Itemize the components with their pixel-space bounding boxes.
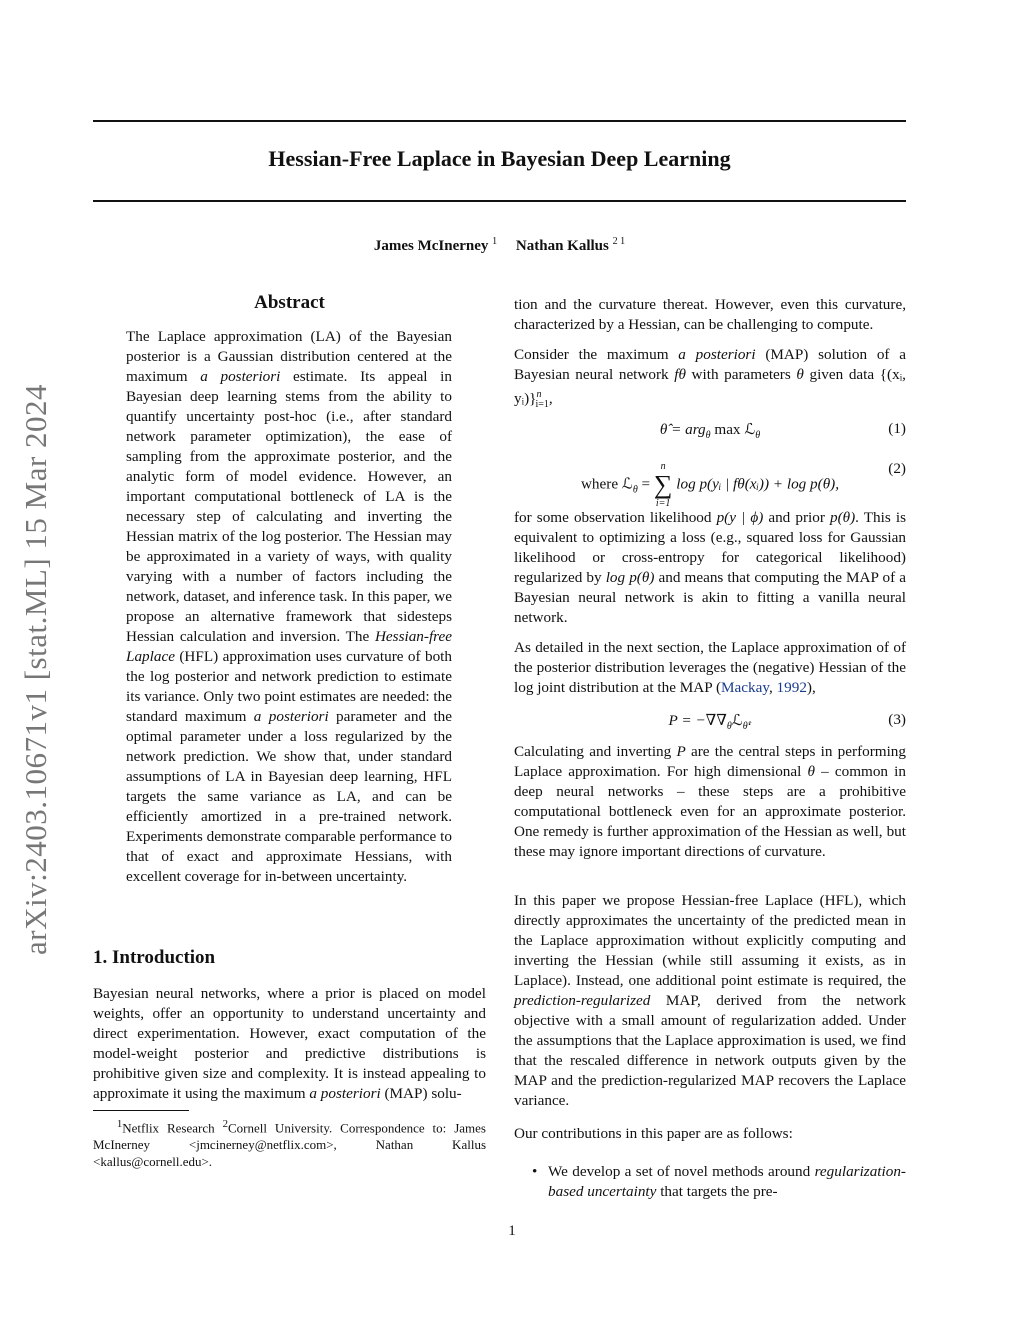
footnote-rule bbox=[93, 1110, 189, 1111]
author-affiliation: 1 bbox=[492, 236, 498, 247]
citation-link[interactable]: Mackay bbox=[721, 679, 769, 696]
footnote: $^1$Netflix Research $^2$Cornell University. Correspondence to: James McInerney <jmcinerney@netflix.com>, Nathan Kallus <kallus@cornell.edu>. bbox=[93, 1118, 486, 1170]
equation-1: θ̂ = arg$_\theta$ max ℒ$_\theta$ (1) bbox=[659, 420, 906, 442]
author-list bbox=[93, 236, 906, 255]
page-number: 1 bbox=[508, 1223, 516, 1239]
paragraph-contributions: Our contributions in this paper are as follows: bbox=[514, 1125, 793, 1142]
equation-number: (1) bbox=[888, 420, 906, 437]
paper-title: Hessian-Free Laplace in Bayesian Deep Learning bbox=[268, 146, 731, 171]
abstract-heading: Abstract bbox=[254, 292, 325, 313]
equation-3: $P = -\nabla\nabla_\theta ℒ_{\thetâ}$. (3) bbox=[668, 711, 906, 733]
bullet-item: We develop a set of novel methods around regularization-based uncertainty that targets the pre- bbox=[548, 1163, 906, 1200]
introduction-paragraph: Bayesian neural networks, where a prior is placed on model weights, offer an opportunity to understand uncertainty and direct experimentation. However, exact computation of the model-weight posterior and predictive distributions is prohibitive given size and complexity. It is instead appealing to approximate it using the maximum a posteriori (MAP) solu- bbox=[93, 985, 486, 1102]
author-affiliation: 2 1 bbox=[612, 236, 626, 247]
paragraph-continuation: tion and the curvature thereat. However, even this curvature, characterized by a Hessian, can be challenging to compute. bbox=[514, 296, 906, 333]
abstract-text: The Laplace approximation (LA) of the Bayesian posterior is a Gaussian distribution centered at the maximum a posteriori estimate. Its appeal in Bayesian deep learning stems from the ability to quantify uncertainty post-hoc (i.e., after standard network parameter optimization), the ease of sampling from the approximate posterior, and the analytic form of model evidence. However, an important computational bottleneck of LA is the necessary step of calculating and inverting the Hessian matrix of the log posterior. The Hessian may be approximated in a variety of ways, with quality varying with a number of factors including the network, dataset, and inference task. In this paper, we propose an alternative framework that sidesteps Hessian calculation and inversion. The Hessian-free Laplace (HFL) approximation uses curvature of both the log posterior and network prediction to estimate its variance. Only two point estimates are needed: the standard maximum a posteriori parameter and the optimal parameter under a loss regularized by the network prediction. We show that, under standard assumptions of LA in Bayesian deep learning, HFL targets the same variance as LA, and can be efficiently amortized in a pre-trained network. Experiments demonstrate comparable performance to that of exact and approximate Hessians, with excellent coverage for in-between uncertainty. bbox=[126, 328, 452, 885]
author-name: Nathan Kallus bbox=[515, 238, 609, 254]
title-rule-bottom bbox=[93, 200, 906, 202]
arxiv-identifier: arXiv:2403.10671v1 [stat.ML] 15 Mar 2024 bbox=[18, 383, 53, 955]
section-heading-introduction: 1. Introduction bbox=[93, 947, 216, 968]
summation-symbol: n ∑ i=1 bbox=[653, 461, 673, 509]
equation-number: (2) bbox=[888, 460, 906, 477]
author-name: James McInerney bbox=[373, 238, 489, 254]
paragraph-bottleneck: Calculating and inverting P are the central steps in performing Laplace approximation. For high dimensional θ – common in deep neural networks – these steps are a prohibitive computational bottleneck even for an approximate posterior. One remedy is further approximation of the Hessian as well, but these may ignore important directions of curvature. bbox=[514, 743, 906, 860]
paragraph-hfl-proposal: In this paper we propose Hessian-free Laplace (HFL), which directly approximates the uncertainty of the predicted mean in the Laplace approximation without explicitly computing and inverting the Hessian (while still assuming it exists, as in Laplace). Instead, one additional point estimate is required, the prediction-regularized MAP, derived from the network objective with a small amount of regularization added. Under the assumptions that the Laplace approximation is used, we find that the rescaled difference in network outputs given by the MAP and the prediction-regularized MAP recovers the Laplace variance. bbox=[514, 892, 906, 1109]
paragraph-laplace: As detailed in the next section, the Laplace approximation of of the posterior distribution leverages the (negative) Hessian of the log joint distribution at the MAP (Mackay, 1992), bbox=[514, 639, 906, 696]
citation-year-link[interactable]: 1992 bbox=[776, 679, 807, 696]
equation-2: where ℒ$_\theta$ = n ∑ i=1 log p(yᵢ | fθ(xᵢ)) + log p(θ), (2) bbox=[580, 460, 906, 509]
equation-number: (3) bbox=[888, 711, 906, 728]
paragraph-likelihood: for some observation likelihood p(y | ϕ) and prior p(θ). This is equivalent to optimizing a loss (e.g., squared loss for Gaussian likelihood or cross-entropy for categorical likelihood) regularized by log p(θ) and means that computing the MAP of a Bayesian neural network is akin to fitting a vanilla neural network. bbox=[514, 509, 906, 626]
paragraph-map-definition: Consider the maximum a posteriori (MAP) solution of a Bayesian neural network fθ with parameters θ given data {(xᵢ, yᵢ)}$^n_{i=1}$, bbox=[514, 346, 906, 411]
bullet-marker: • bbox=[532, 1163, 538, 1180]
title-rule-top bbox=[93, 120, 906, 122]
